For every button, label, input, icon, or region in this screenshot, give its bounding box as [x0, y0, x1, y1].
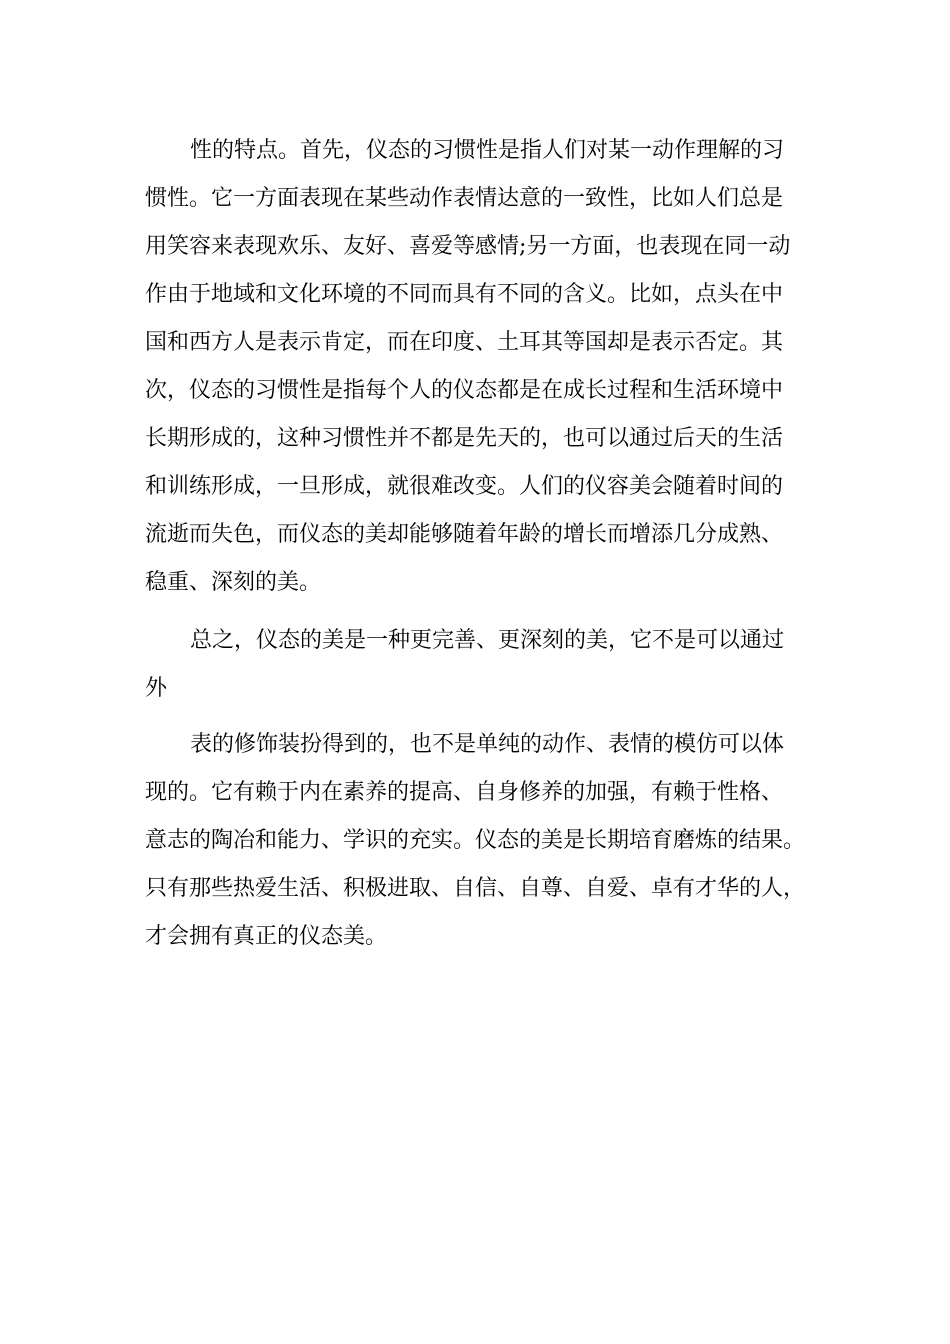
text-line: 次，仪态的习惯性是指每个人的仪态都是在成长过程和生活环境中 [145, 378, 784, 403]
text-line: 总之，仪态的美是一种更完善、更深刻的美，它不是可以通过 [190, 628, 785, 653]
text-line: 长期形成的，这种习惯性并不都是先天的，也可以通过后天的生活 [145, 426, 784, 451]
text-line: 国和西方人是表示肯定，而在印度、土耳其等国却是表示否定。其 [145, 330, 784, 355]
text-line: 惯性。它一方面表现在某些动作表情达意的一致性，比如人们总是 [145, 186, 784, 211]
text-line: 外 [145, 676, 168, 701]
text-line: 和训练形成，一旦形成，就很难改变。人们的仪容美会随着时间的 [145, 474, 784, 499]
text-line: 意志的陶冶和能力、学识的充实。仪态的美是长期培育磨炼的结果。 [145, 828, 806, 853]
text-line: 表的修饰装扮得到的，也不是单纯的动作、表情的模仿可以体 [190, 732, 785, 757]
text-line: 流逝而失色，而仪态的美却能够随着年龄的增长而增添几分成熟、 [145, 522, 784, 547]
text-line: 作由于地域和文化环境的不同而具有不同的含义。比如，点头在中 [145, 282, 784, 307]
text-line: 稳重、深刻的美。 [145, 570, 322, 595]
text-line: 性的特点。首先，仪态的习惯性是指人们对某一动作理解的习 [190, 138, 785, 163]
text-line: 用笑容来表现欢乐、友好、喜爱等感情;另一方面，也表现在同一动 [145, 234, 791, 259]
text-line: 才会拥有真正的仪态美。 [145, 924, 388, 949]
text-line: 只有那些热爱生活、积极进取、自信、自尊、自爱、卓有才华的人， [145, 876, 806, 901]
text-line: 现的。它有赖于内在素养的提高、自身修养的加强，有赖于性格、 [145, 780, 784, 805]
